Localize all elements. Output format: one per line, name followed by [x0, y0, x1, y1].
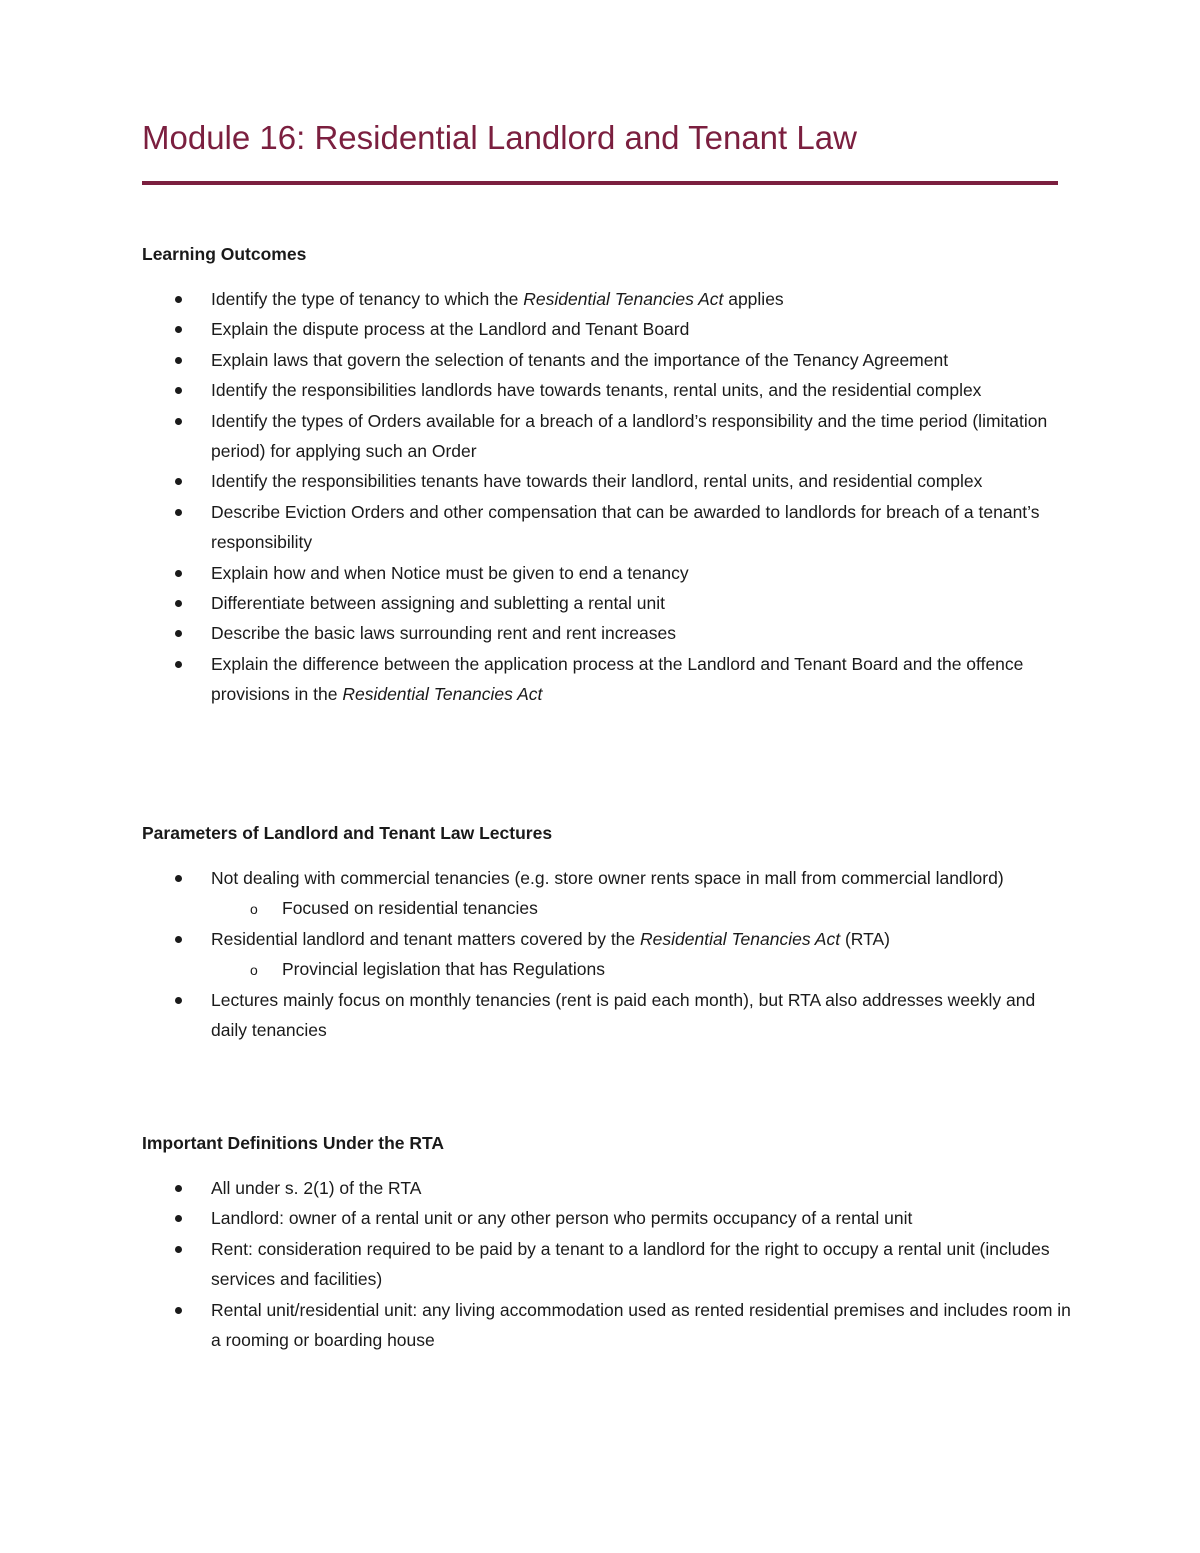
- bullet-icon: [175, 1185, 182, 1192]
- list-item: [142, 924, 1072, 985]
- list-item-text: Identify the responsibilities landlords have towards tenants, rental units, and the residential complex: [211, 380, 982, 401]
- bullet-icon: [175, 997, 182, 1004]
- list-item-text: Identify the responsibilities tenants have towards their landlord, rental units, and residential complex: [211, 471, 983, 492]
- bullet-icon: [175, 357, 182, 364]
- bullet-icon: [175, 570, 182, 577]
- bullet-icon: [175, 630, 182, 637]
- bullet-icon: [175, 661, 182, 668]
- page-title: Module 16: Residential Landlord and Tenant Law: [142, 119, 857, 156]
- bullet-icon: [175, 296, 182, 303]
- title-divider: [142, 181, 1058, 185]
- list-item-text: Rent: consideration required to be paid by a tenant to a landlord for the right to occupy a rental unit (includes services and facilities): [211, 1238, 1050, 1290]
- sub-bullet-list: [211, 893, 1072, 923]
- statute-name: Residential Tenancies Act: [640, 928, 841, 949]
- bullet-icon: [175, 875, 182, 882]
- sub-list-item: [142, 893, 1072, 923]
- bullet-icon: [175, 1307, 182, 1314]
- list-item: [142, 1234, 1072, 1295]
- bullet-icon: [175, 478, 182, 485]
- list-item: [142, 1295, 1072, 1356]
- list-item-text: applies: [723, 289, 784, 309]
- list-item-text: Explain the difference between the application process at the Landlord and Tenant Board and the offence provisions in the: [211, 653, 1024, 705]
- sub-bullet-icon: o: [250, 901, 258, 918]
- bullet-icon: [175, 509, 182, 516]
- statute-name: Residential Tenancies Act: [523, 289, 724, 309]
- bullet-list: [142, 1173, 1072, 1355]
- sub-bullet-icon: o: [250, 962, 258, 979]
- bullet-icon: [175, 326, 182, 333]
- list-item: [142, 1203, 1072, 1233]
- list-item: [142, 649, 1072, 710]
- list-item: [142, 985, 1072, 1046]
- sub-list-item-text: Focused on residential tenancies: [282, 898, 538, 919]
- list-item: [142, 558, 1072, 588]
- list-item-text: Lectures mainly focus on monthly tenancies (rent is paid each month), but RTA also addresses weekly and daily tenancies: [211, 989, 1036, 1041]
- list-item-text: Describe Eviction Orders and other compensation that can be awarded to landlords for breach of a tenant’s responsibility: [211, 501, 1040, 553]
- list-item-text: Explain laws that govern the selection of tenants and the importance of the Tenancy Agreement: [211, 349, 949, 370]
- list-item: [142, 375, 1072, 405]
- list-item-text: Identify the types of Orders available for a breach of a landlord’s responsibility and the time period (limitation period) for applying such an Order: [211, 410, 1048, 462]
- bullet-list: [142, 863, 1072, 1045]
- section-heading: Learning Outcomes: [142, 244, 307, 264]
- bullet-icon: [175, 387, 182, 394]
- bullet-list: [142, 284, 1072, 710]
- section-definitions: [142, 1130, 1072, 1355]
- bullet-icon: [175, 418, 182, 425]
- list-item: [142, 497, 1072, 558]
- list-item-text: Describe the basic laws surrounding rent and rent increases: [211, 623, 676, 644]
- sub-bullet-list: [211, 954, 1072, 984]
- list-item-text: All under s. 2(1) of the RTA: [211, 1178, 422, 1198]
- sub-list-item: [142, 954, 1072, 984]
- bullet-icon: [175, 936, 182, 943]
- list-item-text: Explain the dispute process at the Landlord and Tenant Board: [211, 319, 690, 340]
- section-heading: Important Definitions Under the RTA: [142, 1133, 445, 1153]
- list-item-text: Rental unit/residential unit: any living accommodation used as rented residential premises and includes room in a rooming or boarding house: [211, 1299, 1071, 1351]
- list-item: [142, 345, 1072, 375]
- list-item-text: Not dealing with commercial tenancies (e.g. store owner rents space in mall from commercial landlord): [211, 868, 1004, 888]
- list-item: [142, 406, 1072, 467]
- list-item-text: Landlord: owner of a rental unit or any other person who permits occupancy of a rental unit: [211, 1208, 913, 1229]
- bullet-icon: [175, 600, 182, 607]
- list-item-text: Residential landlord and tenant matters covered by the: [211, 928, 641, 949]
- list-item: [142, 863, 1072, 924]
- list-item-text: (RTA): [840, 928, 890, 949]
- list-item: [142, 466, 1072, 496]
- sub-list-item-text: Provincial legislation that has Regulations: [282, 959, 605, 980]
- list-item: [142, 314, 1072, 344]
- list-item: [142, 1173, 1072, 1203]
- statute-name: Residential Tenancies Act: [342, 684, 543, 705]
- list-item: [142, 618, 1072, 648]
- list-item: [142, 284, 1072, 314]
- section-parameters: [142, 820, 1072, 1045]
- list-item-text: Explain how and when Notice must be given to end a tenancy: [211, 562, 689, 583]
- section-heading: Parameters of Landlord and Tenant Law Lectures: [142, 823, 553, 843]
- list-item: [142, 588, 1072, 618]
- section-learning-outcomes: [142, 241, 1072, 710]
- list-item-text: Differentiate between assigning and subletting a rental unit: [211, 593, 666, 614]
- bullet-icon: [175, 1215, 182, 1222]
- list-item-text: Identify the type of tenancy to which the: [211, 289, 524, 309]
- bullet-icon: [175, 1246, 182, 1253]
